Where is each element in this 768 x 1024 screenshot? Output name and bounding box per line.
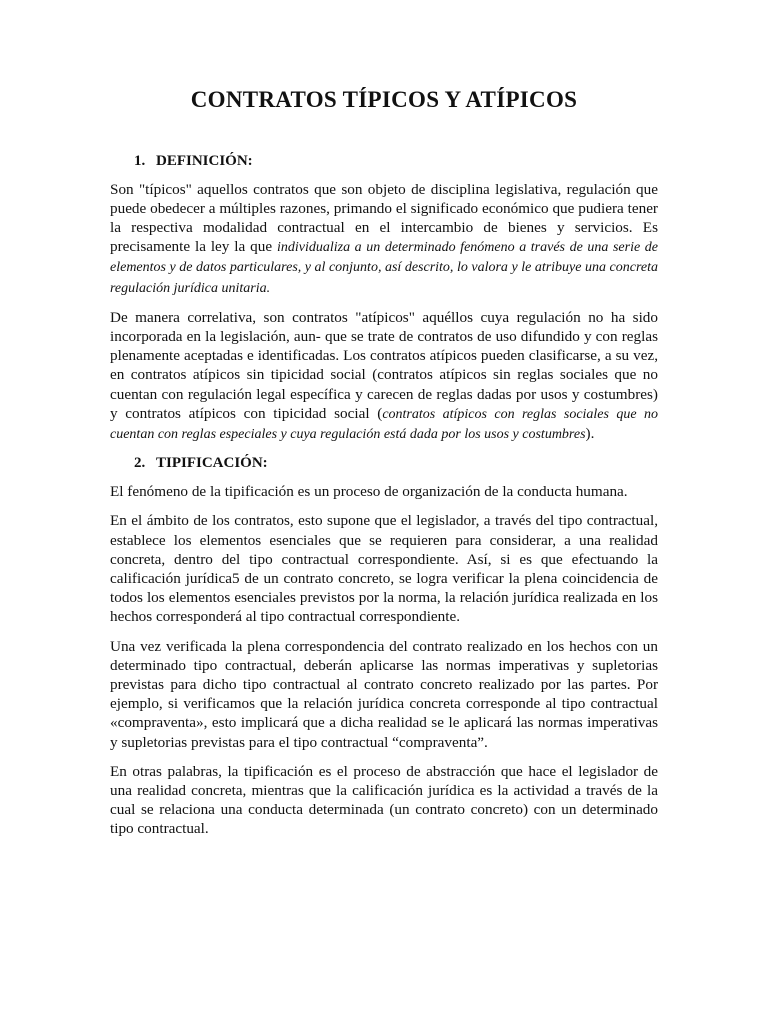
paragraph [110, 308, 658, 444]
paragraph-italic-text: individualiza a un determinado fenómeno a través de una serie de elementos y de datos particulares, y al conjunto, así descrito, lo valora y le atribuye una concreta regulación jurídica unitaria. [110, 240, 658, 296]
section-number: 1. [134, 152, 146, 169]
section-title: TIPIFICACIÓN: [156, 455, 268, 472]
paragraph-text: De manera correlativa, son contratos "atípicos" aquéllos cuya regulación no ha sido incorporada en la legislación, aun- que se trate de contratos de uso difundido y con reglas plenamente aceptadas e identificadas. Los contratos atípicos pueden clasificarse, a su vez, en contratos atípicos sin tipicidad social (contratos atípicos sin reglas sociales que no cuentan con regulación legal específica y carecen de reglas dadas por usos y costumbres) y contratos atípicos con tipicidad social ( [110, 308, 658, 422]
paragraph: En el ámbito de los contratos, esto supone que el legislador, a través del tipo contractual, establece los elementos esenciales que se requieren para considerar, a una realidad concreta, dentro del tipo contractual correspondiente. Así, si es que efectuando la calificación jurídica5 de un contrato concreto, se logra verificar la plena coincidencia de todos los elementos esenciales previstos por la norma, la relación jurídica realizada en los hechos corresponderá al tipo contractual correspondiente. [110, 512, 658, 626]
paragraph: En otras palabras, la tipificación es el proceso de abstracción que hace el legislador de una realidad concreta, mientras que la calificación jurídica es la actividad a través de la cual se relaciona una conducta determinada (un contrato concreto) con un determinado tipo contractual. [110, 762, 658, 838]
paragraph: El fenómeno de la tipificación es un proceso de organización de la conducta humana. [110, 483, 628, 501]
paragraph [110, 180, 658, 298]
paragraph-text-end: ). [585, 425, 595, 443]
section-heading-tipificacion [110, 454, 658, 472]
section-heading-definicion [110, 152, 658, 170]
section-number: 2. [134, 455, 146, 472]
section-title: DEFINICIÓN: [156, 152, 253, 169]
paragraph: Una vez verificada la plena correspondencia del contrato realizado en los hechos con un determinado tipo contractual, deberán aplicarse las normas imperativas y supletorias previstas para dicho tipo contractual al contrato concreto realizado por las partes. Por ejemplo, si verificamos que la relación jurídica concreta corresponde al tipo contractual «compraventa», esto implicará que a dicha realidad se le aplicará las normas imperativas y supletorias previstas para el tipo contractual “compraventa”. [110, 637, 658, 751]
document-title: CONTRATOS TÍPICOS Y ATÍPICOS [190, 87, 578, 112]
paragraph-text: Son "típicos" aquellos contratos que son objeto de disciplina legislativa, regulación que puede obedecer a múltiples razones, primando el significado económico que pudiera tener la respectiva modalidad contractual en el intercambio de bienes y servicios. Es precisamente la ley la que [110, 180, 658, 256]
paragraph-italic-text: contratos atípicos con reglas sociales que no cuentan con reglas especiales y cuya regulación está dada por los usos y costumbres [110, 406, 659, 443]
